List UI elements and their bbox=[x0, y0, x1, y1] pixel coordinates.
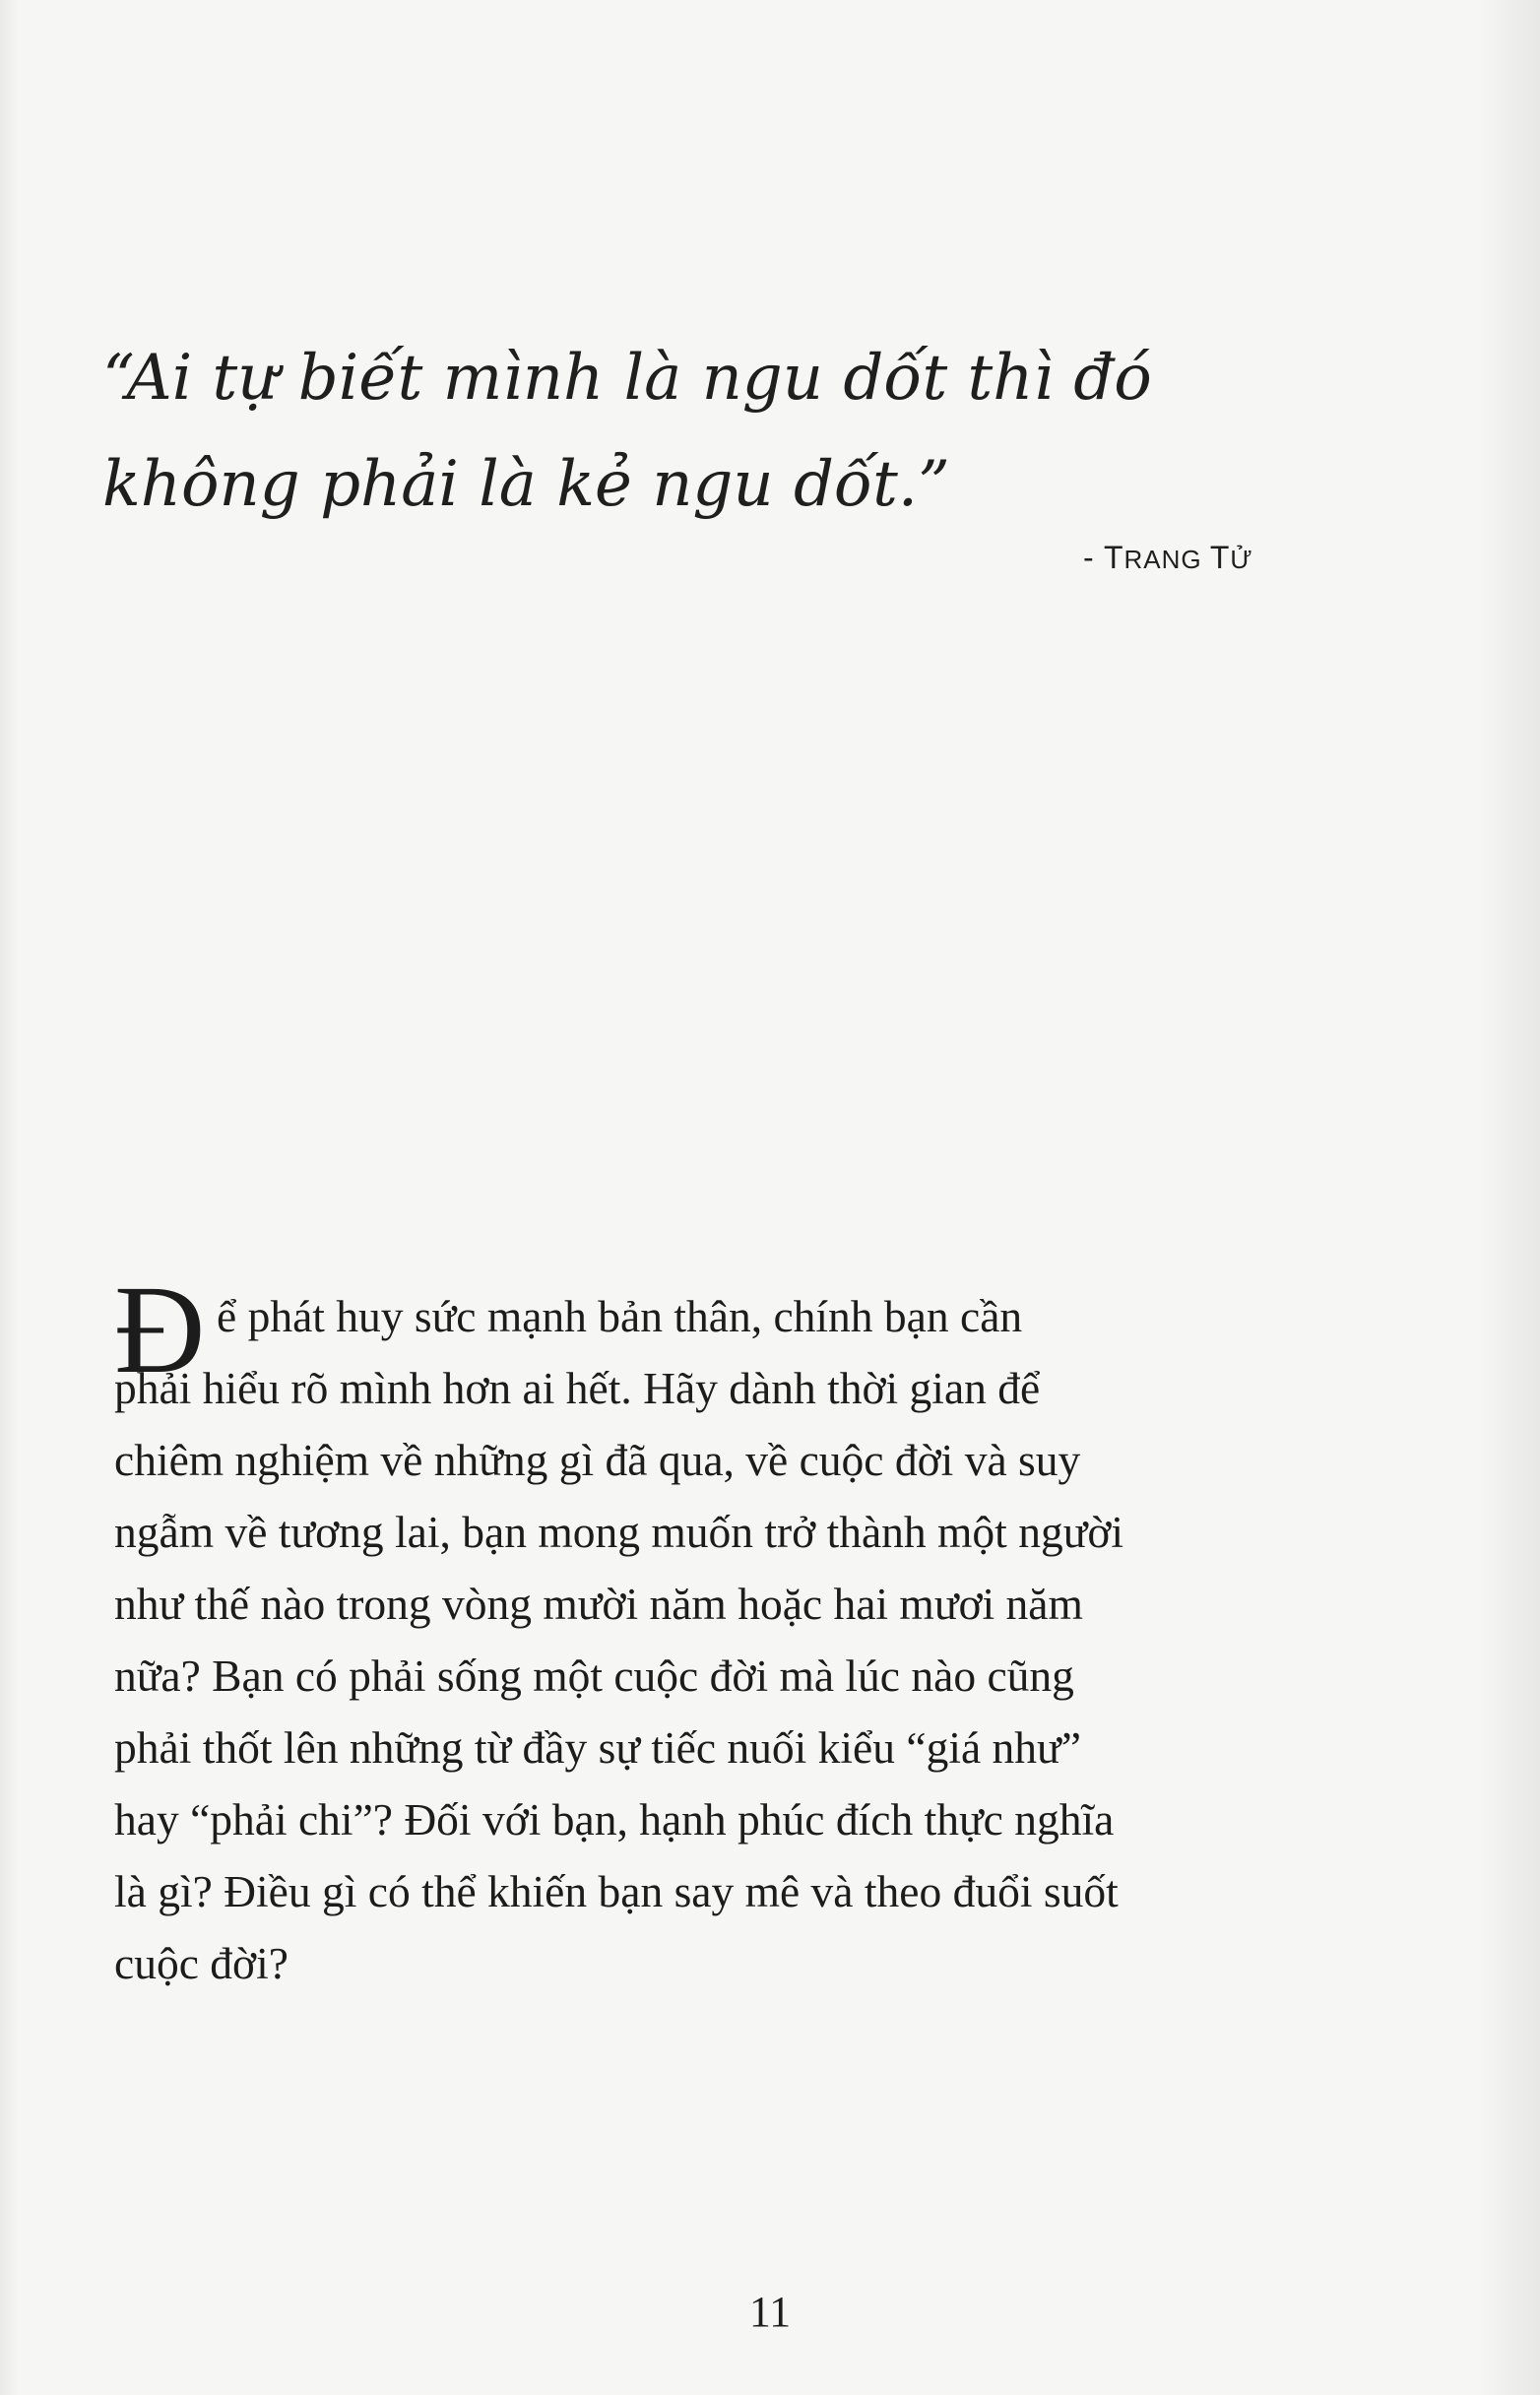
paragraph-line: hay “phải chi”? Đối với bạn, hạnh phúc đích thực nghĩa bbox=[114, 1794, 1115, 1845]
attribution-initial-2: T bbox=[1209, 540, 1231, 575]
attribution-dash: - bbox=[1083, 540, 1104, 575]
paragraph-line: nữa? Bạn có phải sống một cuộc đời mà lúc nào cũng bbox=[114, 1651, 1074, 1701]
quote-line: “Ai tự biết mình là ngu dốt thì đó bbox=[102, 342, 1152, 415]
attribution-initial: T bbox=[1103, 540, 1124, 575]
paragraph-line: chiêm nghiệm về những gì đã qua, về cuộc đời và suy bbox=[114, 1435, 1081, 1485]
paragraph-line: là gì? Điều gì có thể khiến bạn say mê và theo đuổi suốt bbox=[114, 1866, 1119, 1916]
drop-cap: Đ bbox=[114, 1260, 206, 1399]
paragraph-line: cuộc đời? bbox=[114, 1938, 289, 1988]
page-left-edge bbox=[0, 0, 20, 2395]
paragraph-line: như thế nào trong vòng mười năm hoặc hai mươi năm bbox=[114, 1579, 1083, 1629]
quote-attribution bbox=[1083, 540, 1359, 576]
epigraph-quote bbox=[102, 325, 1382, 538]
paragraph-line: phải thốt lên những từ đầy sự tiếc nuối kiểu “giá như” bbox=[114, 1722, 1081, 1773]
body-paragraph bbox=[114, 1280, 1355, 1999]
attribution-smallcaps-2: Ử bbox=[1230, 545, 1253, 574]
page-right-edge bbox=[1477, 0, 1540, 2395]
paragraph-line: ngẫm về tương lai, bạn mong muốn trở thành một người bbox=[114, 1507, 1124, 1557]
page-number: 11 bbox=[748, 2288, 792, 2336]
attribution-smallcaps: RANG bbox=[1123, 545, 1210, 574]
paragraph-line: phải hiểu rõ mình hơn ai hết. Hãy dành thời gian để bbox=[114, 1363, 1041, 1413]
quote-line: không phải là kẻ ngu dốt.” bbox=[102, 448, 950, 521]
paragraph-line: ể phát huy sức mạnh bản thân, chính bạn cần bbox=[217, 1291, 1023, 1341]
